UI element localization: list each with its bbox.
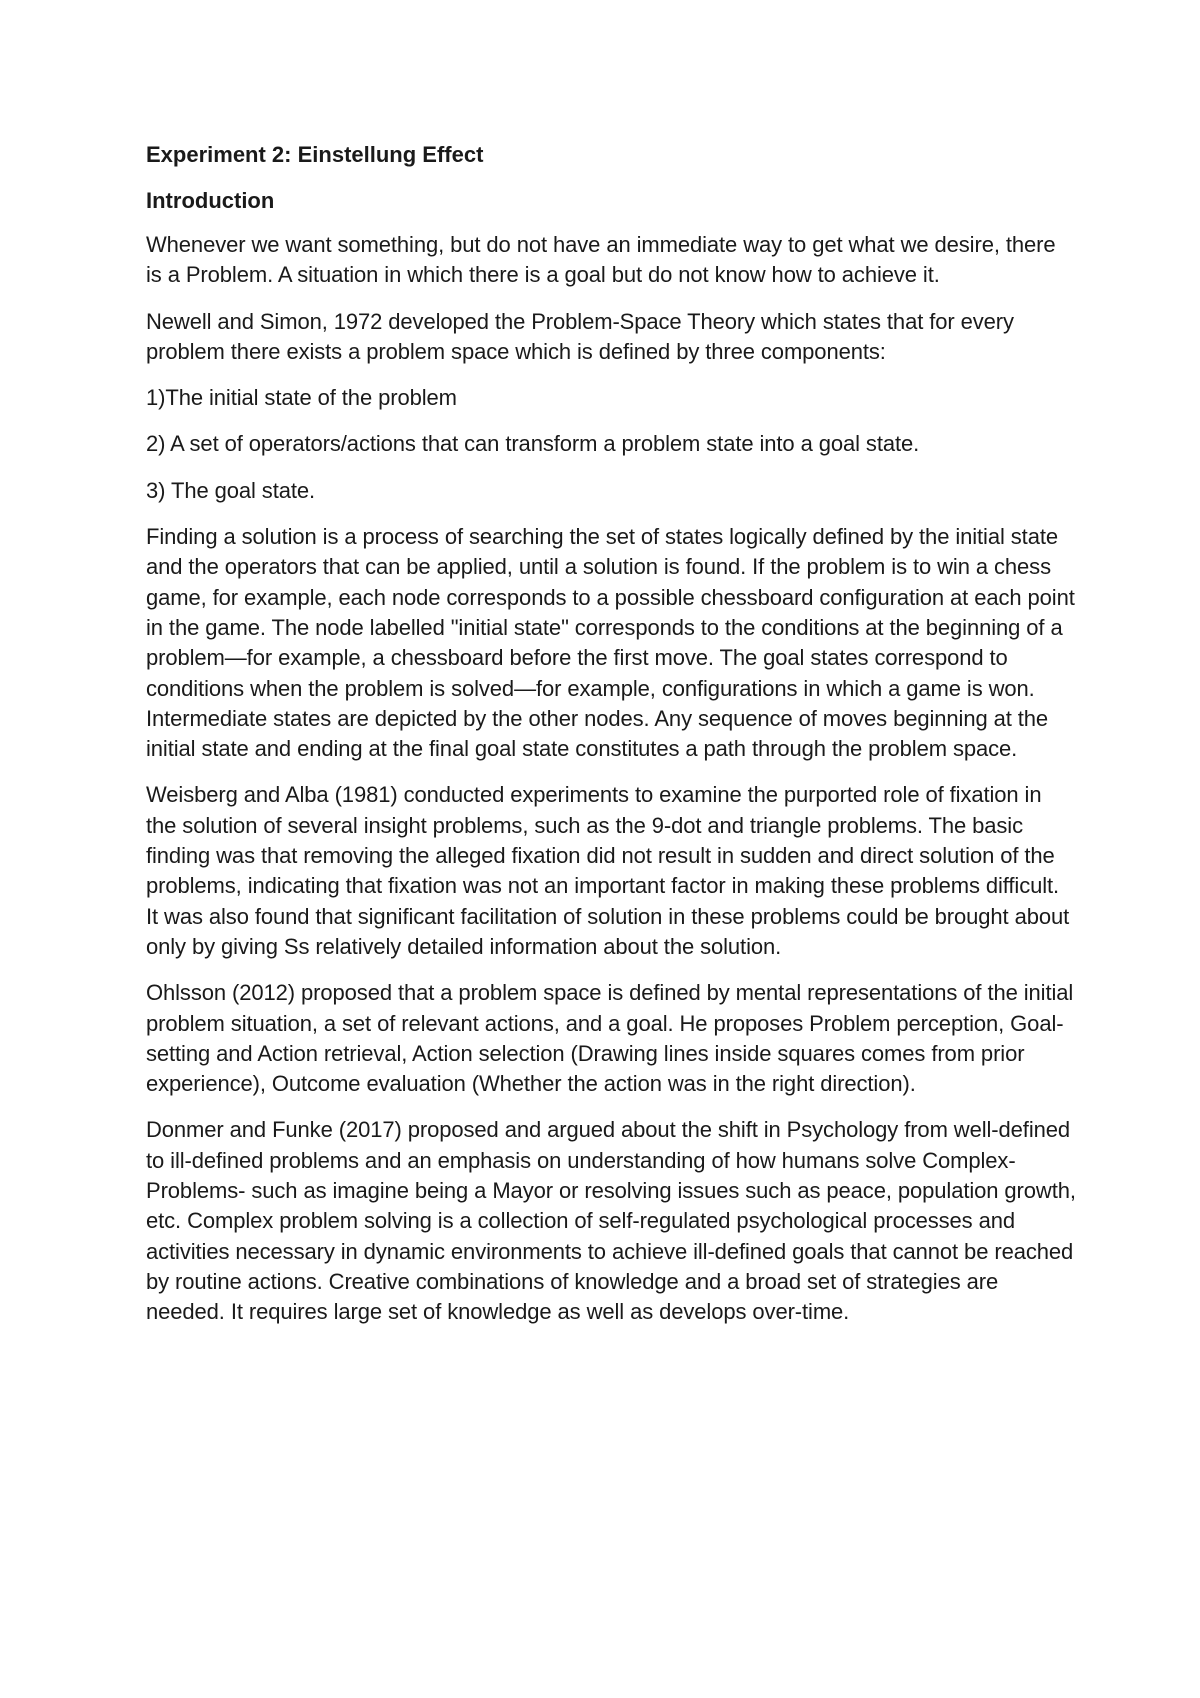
list-item: 1)The initial state of the problem [146, 385, 457, 411]
paragraph: Whenever we want something, but do not have an immediate way to get what we desire, there is a Problem. A situation in which there is a goal but do not know how to achieve it. [146, 232, 1056, 288]
paragraph: Donmer and Funke (2017) proposed and argued about the shift in Psychology from well-defined to ill-defined problems and an emphasis on understanding of how humans solve Complex-Problems- such as imagine being a Mayor or resolving issues such as peace, population growth, etc. Complex problem solving is a collection of self-regulated psychological processes and activities necessary in dynamic environments to achieve ill-defined goals that cannot be reached by routine actions. Creative combinations of knowledge and a broad set of strategies are needed. It requires large set of knowledge as well as develops over-time. [146, 1117, 1076, 1325]
paragraph: Finding a solution is a process of searching the set of states logically defined by the initial state and the operators that can be applied, until a solution is found. If the problem is to win a chess game, for example, each node corresponds to a possible chessboard configuration at each point in the game. The node labelled "initial state" corresponds to the conditions at the beginning of a problem—for example, a chessboard before the first move. The goal states correspond to conditions when the problem is solved—for example, configurations in which a game is won. Intermediate states are depicted by the other nodes. Any sequence of moves beginning at the initial state and ending at the final goal state constitutes a path through the problem space. [146, 524, 1075, 762]
paragraph: Weisberg and Alba (1981) conducted experiments to examine the purported role of fixation in the solution of several insight problems, such as the 9-dot and triangle problems. The basic finding was that removing the alleged fixation did not result in sudden and direct solution of the problems, indicating that fixation was not an important factor in making these problems difficult. It was also found that significant facilitation of solution in these problems could be brought about only by giving Ss relatively detailed information about the solution. [146, 782, 1070, 959]
paragraph: Ohlsson (2012) proposed that a problem space is defined by mental representations of the initial problem situation, a set of relevant actions, and a goal. He proposes Problem perception, Goal-setting and Action retrieval, Action selection (Drawing lines inside squares comes from prior experience), Outcome evaluation (Whether the action was in the right direction). [146, 980, 1074, 1097]
section-heading: Introduction [146, 188, 275, 213]
paragraph: Newell and Simon, 1972 developed the Problem-Space Theory which states that for every problem there exists a problem space which is defined by three components: [146, 308, 1014, 364]
document-page [146, 140, 1076, 1344]
list-item: 2) A set of operators/actions that can transform a problem state into a goal state. [146, 431, 920, 457]
list-item: 3) The goal state. [146, 477, 316, 503]
document-title: Experiment 2: Einstellung Effect [146, 142, 484, 167]
